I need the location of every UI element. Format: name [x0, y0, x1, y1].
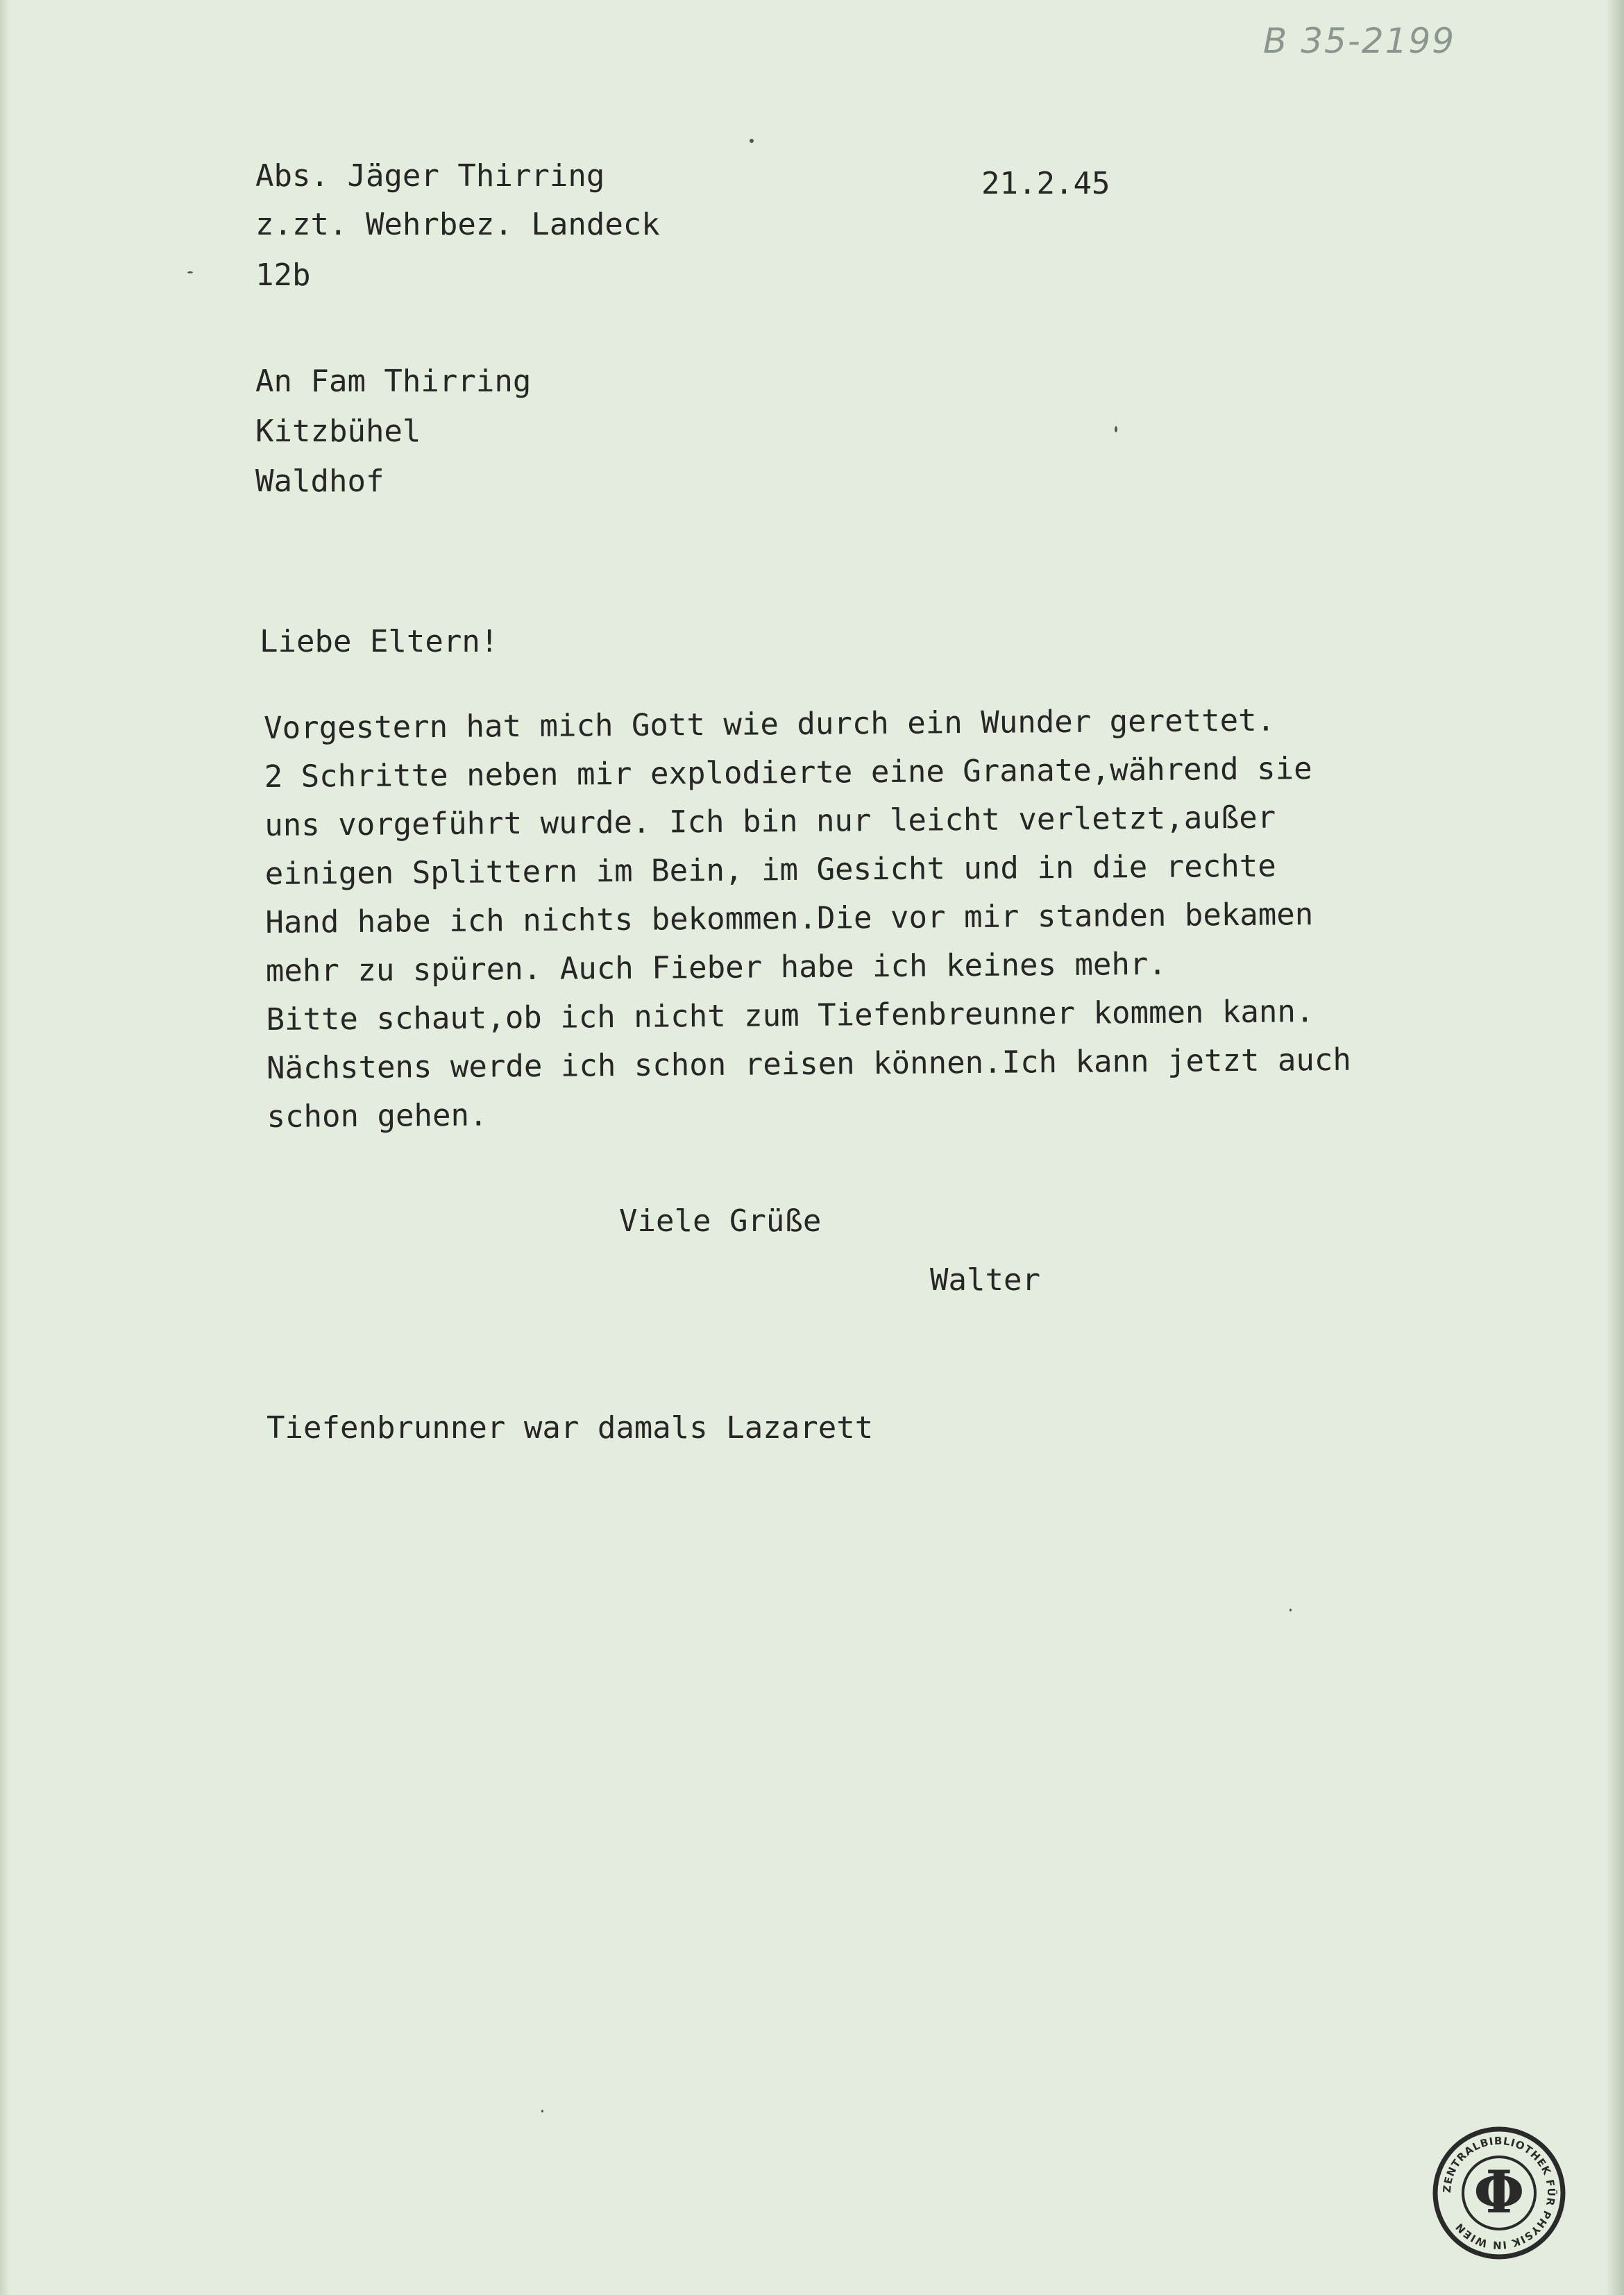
body-line: uns vorgeführt wurde. Ich bin nur leicht verletzt,außer	[264, 799, 1276, 843]
stamp-ring-text: ZENTRALBIBLIOTHEK FÜR PHYSIK IN WIEN	[1440, 2134, 1558, 2252]
paper-speck	[187, 271, 193, 273]
body-line: Hand habe ich nichts bekommen.Die vor mir standen bekamen	[265, 897, 1314, 940]
recipient-line: Waldhof	[255, 464, 384, 499]
recipient-line: Kitzbühel	[255, 414, 421, 449]
sender-line: z.zt. Wehrbez. Landeck	[255, 207, 660, 242]
body-line: mehr zu spüren. Auch Fieber habe ich keines mehr.	[265, 946, 1167, 989]
paper-speck	[1289, 1609, 1292, 1611]
paper-speck	[1115, 426, 1117, 432]
letter-date: 21.2.45	[981, 166, 1110, 201]
footnote: Tiefenbrunner war damals Lazarett	[267, 1410, 874, 1446]
letter-body	[264, 704, 1447, 1158]
paper-speck	[750, 139, 754, 143]
body-line: einigen Splittern im Bein, im Gesicht und in die rechte	[264, 848, 1276, 892]
closing: Viele Grüße	[619, 1203, 822, 1239]
body-line: Nächstens werde ich schon reisen können.Ich kann jetzt auch	[266, 1042, 1352, 1086]
body-line: 2 Schritte neben mir explodierte eine Granate,während sie	[264, 751, 1312, 795]
archive-reference: B 35-2199	[1263, 21, 1456, 61]
paper-speck	[541, 2110, 543, 2112]
sender-line: 12b	[255, 257, 311, 293]
recipient-line: An Fam Thirring	[255, 364, 532, 399]
library-stamp	[1430, 2124, 1568, 2262]
body-line: Vorgestern hat mich Gott wie durch ein Wunder gerettet.	[263, 702, 1276, 746]
body-line: Bitte schaut,ob ich nicht zum Tiefenbreunner kommen kann.	[266, 994, 1314, 1038]
page-edge-left	[0, 0, 10, 2295]
page-edge-right	[1606, 0, 1624, 2295]
stamp-symbol: Φ	[1473, 2158, 1525, 2226]
sender-line: Abs. Jäger Thirring	[255, 158, 605, 194]
signature: Walter	[930, 1262, 1040, 1298]
body-line: schon gehen.	[267, 1097, 488, 1135]
greeting: Liebe Eltern!	[260, 624, 499, 659]
